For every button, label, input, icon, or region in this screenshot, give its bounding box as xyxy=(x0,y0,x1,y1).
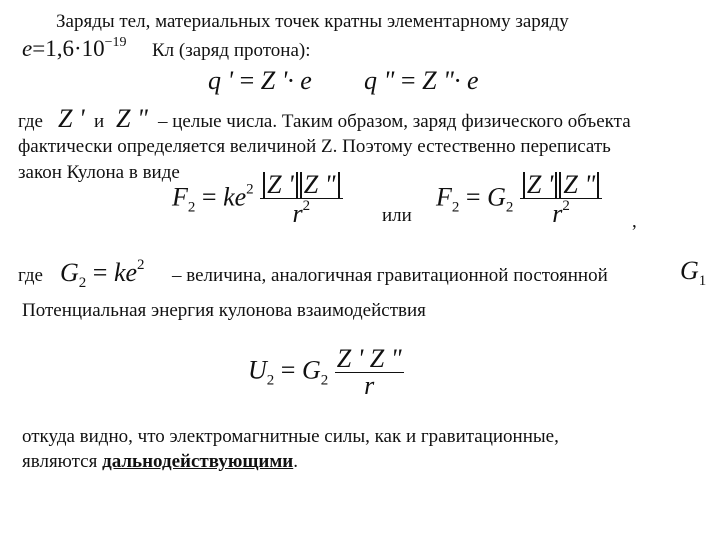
c1-den: r xyxy=(292,199,303,228)
q1-rhs: Z '· e xyxy=(260,66,312,95)
c1-ke: ke xyxy=(223,182,247,212)
u-sub: 2 xyxy=(266,372,275,389)
g2-eq: = xyxy=(92,258,108,287)
g2-description: – величина, аналогичная гравитационной постоянной xyxy=(172,265,608,286)
c2-f: F xyxy=(436,182,452,212)
long-range-term: дальнодействующими xyxy=(102,451,294,472)
c2-eq: = xyxy=(465,182,481,212)
formula-exponent: −19 xyxy=(104,35,127,50)
intro-line-5: закон Кулона в виде xyxy=(18,162,180,183)
formula-eq: = xyxy=(32,36,46,61)
energy-text: Потенциальная энергия кулонова взаимодействия xyxy=(22,300,426,321)
g2-g-sub: 2 xyxy=(78,275,87,291)
formula-mantissa: 1,6 xyxy=(45,36,74,61)
c1-f-sub: 2 xyxy=(187,199,196,216)
coulomb-law-formula xyxy=(172,172,343,227)
c1-f: F xyxy=(172,182,188,212)
formula-e: e xyxy=(22,36,33,61)
elementary-charge-formula xyxy=(22,36,127,60)
c1-den-sup: 2 xyxy=(302,198,311,214)
c1-num-a: Z ' xyxy=(263,172,298,198)
trailing-comma: , xyxy=(632,211,637,232)
z-double-prime-symbol: Z " xyxy=(116,104,148,133)
intro-line-1: Заряды тел, материальных точек кратны элементарному заряду xyxy=(56,11,569,32)
intro-line-3: – целые числа. Таким образом, заряд физического объекта xyxy=(158,111,631,132)
energy-g-sub: 2 xyxy=(320,372,329,389)
c1-ke-sup: 2 xyxy=(246,181,254,198)
potential-energy-formula xyxy=(248,346,404,399)
energy-den: r xyxy=(364,371,375,400)
coulomb-law-gravity-form xyxy=(436,172,602,227)
c2-fraction xyxy=(520,172,602,227)
energy-fraction xyxy=(335,346,404,399)
energy-g: G xyxy=(301,355,321,385)
conclusion-line-1: откуда видно, что электромагнитные силы, как и гравитационные, xyxy=(22,426,559,447)
c1-num-b: Z " xyxy=(300,172,340,198)
q2-lhs: q " xyxy=(364,66,395,95)
or-word: или xyxy=(382,205,412,226)
c1-fraction xyxy=(260,172,342,227)
q1-eq: = xyxy=(239,66,255,95)
u-symbol: U xyxy=(248,355,267,385)
concl2-post: . xyxy=(293,451,298,472)
q2-rhs: Z "· e xyxy=(422,66,479,95)
energy-eq: = xyxy=(280,355,296,385)
and-word: и xyxy=(94,111,105,132)
intro-line-4: фактически определяется величиной Z. Поэтому естественно переписать xyxy=(18,136,611,157)
energy-num: Z ' Z " xyxy=(336,344,402,373)
c2-den: r xyxy=(552,199,563,228)
c1-eq: = xyxy=(201,182,217,212)
q-prime-formula xyxy=(208,68,312,94)
c2-num-b: Z " xyxy=(559,172,599,198)
g2-g: G xyxy=(60,258,79,287)
g1-g: G xyxy=(680,256,699,285)
g1-symbol xyxy=(680,258,706,289)
g2-definition xyxy=(60,258,145,291)
c2-f-sub: 2 xyxy=(451,199,460,216)
g2-ke-sup: 2 xyxy=(137,257,145,273)
c2-g: G xyxy=(487,182,506,212)
charge-unit-text: Кл (заряд протона): xyxy=(152,40,311,61)
formula-base: 10 xyxy=(81,36,105,61)
where-label-2: где xyxy=(18,265,43,286)
c2-g-sub: 2 xyxy=(505,199,514,216)
g2-ke: ke xyxy=(113,258,138,287)
c2-den-sup: 2 xyxy=(562,198,570,214)
conclusion-line-2 xyxy=(22,452,298,471)
q2-eq: = xyxy=(400,66,416,95)
g1-sub: 1 xyxy=(698,273,707,289)
where-label-1: где xyxy=(18,111,43,132)
q-double-prime-formula xyxy=(364,68,479,94)
z-prime-symbol: Z ' xyxy=(58,104,85,133)
q1-lhs: q ' xyxy=(208,66,234,95)
concl2-pre: являются xyxy=(22,451,98,472)
c2-num-a: Z ' xyxy=(523,172,558,198)
formula-dot: · xyxy=(73,36,82,61)
